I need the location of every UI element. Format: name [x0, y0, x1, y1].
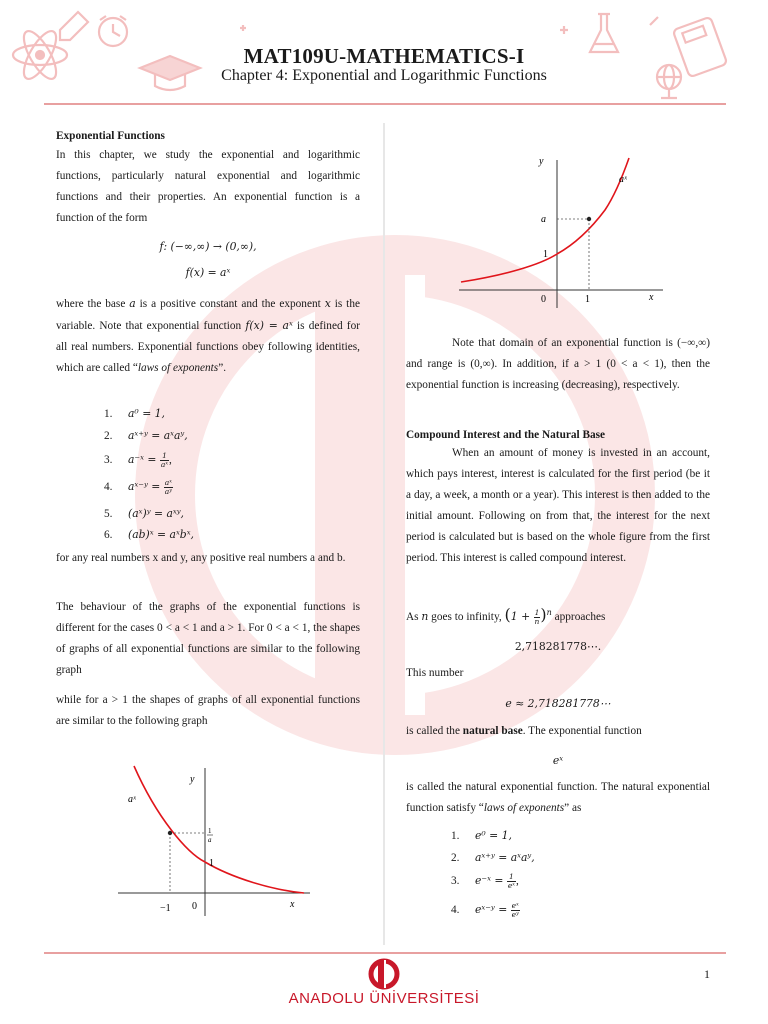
domain-range-paragraph: Note that domain of an exponential function is (−∞,∞) and range is (0,∞). In addition, if a > 1 (0 < a < 1), then the exponential function is increasing (decreasing), respectively.: [406, 337, 710, 391]
decay-graph: [112, 758, 312, 918]
tick-label-1: 1: [209, 858, 214, 869]
section-heading-compound: Compound Interest and the Natural Base: [406, 429, 606, 441]
curve-label: aˣ: [619, 174, 627, 185]
point-marker: [168, 831, 172, 835]
law-item: 4. aˣ⁻ʸ = $\frac{\text{aˣ}}{\text{aʸ}}$: [104, 478, 172, 496]
point-marker: [587, 217, 591, 221]
growth-graph: [455, 150, 670, 310]
limit-value: 2,718281778⋯.: [514, 640, 602, 653]
laws-note: for any real numbers x and y, any positive real numbers a and b.: [56, 552, 346, 564]
law-item: 4. eˣ⁻ʸ = $\frac{\text{eˣ}}{\text{eʸ}}$: [451, 901, 519, 919]
y-axis-label: y: [539, 156, 544, 167]
behaviour-paragraph: The behaviour of the graphs of the exponential functions is different for the cases 0 < a < 1 and a > 1. For 0 < a < 1, the shapes of graphs of all exponential functions are similar to the following graph: [56, 601, 360, 676]
natural-exp-paragraph: is called the natural exponential function. The natural exponential function satisfy “laws of exponents” as: [406, 781, 710, 814]
tick-label-minus-1: −1: [160, 903, 171, 914]
law-item: 2. aˣ⁺ʸ = aˣaʸ,: [451, 851, 535, 864]
university-logo: [365, 958, 403, 990]
x-axis-label: x: [649, 292, 654, 303]
compound-paragraph: When an amount of money is invested in an account, which pays interest, interest is calculated for the first period (be it a day, a week, a month or a year). This interest is then added to the initial amount. Following on from that, the interest for the next period is calculated but is based on the whole figure from the first period. This interest is called compound interest.: [406, 447, 710, 564]
law-item: 5. (aˣ)ʸ = aˣʸ,: [104, 507, 184, 520]
base-paragraph: where the base a is a positive constant and the exponent x is the variable. Note that exponential function f(x) = aˣ is defined for all real numbers. Exponential functions obey following identities, which are called “laws of exponents”.: [56, 297, 360, 374]
university-name: ANADOLU ÜNİVERSİTESİ: [288, 990, 480, 1007]
law-item: 1. a⁰ = 1,: [104, 407, 165, 420]
formula-fx: f(x) = aˣ: [185, 266, 231, 279]
chapter-title: Chapter 4: Exponential and Logarithmic Functions: [221, 67, 547, 84]
course-title: MAT109U-MATHEMATICS-I: [243, 44, 525, 68]
law-item: 3. a⁻ˣ = $\frac{1}{\text{aˣ}}$ ,: [104, 451, 172, 469]
column-divider: [383, 123, 385, 945]
footer-divider: [44, 952, 726, 954]
e-approx: e ≈ 2,718281778⋯: [505, 697, 611, 710]
law-item: 2. aˣ⁺ʸ = aˣaʸ,: [104, 429, 188, 442]
alarm-clock-icon: [99, 16, 127, 46]
header-divider: [44, 103, 726, 105]
this-number-text: This number: [406, 667, 464, 679]
ex-expression: eˣ: [552, 754, 564, 767]
curve-label: aˣ: [128, 794, 136, 805]
origin-label: 0: [541, 294, 546, 305]
law-item: 3. e⁻ˣ = $\frac{1}{\text{eˣ}}$ ,: [451, 872, 519, 890]
limit-sentence: As n goes to infinity, (1 + $\frac{1}{n}$ )$^n$ approaches: [406, 604, 606, 626]
law-item: 1. e⁰ = 1,: [451, 829, 512, 842]
tick-label-frac-num: 1: [208, 827, 212, 835]
natural-base-sentence: is called the natural base. The exponential function: [406, 725, 642, 737]
growth-paragraph: while for a > 1 the shapes of graphs of all exponential functions are similar to the following graph: [56, 694, 360, 727]
y-axis-label: y: [190, 774, 195, 785]
formula-map: f: (−∞,∞) → (0,∞),: [159, 240, 257, 253]
x-axis-label: x: [290, 899, 295, 910]
tick-label-x1: 1: [585, 294, 590, 305]
section-heading-exponential: Exponential Functions: [56, 130, 165, 142]
tick-label-a: a: [541, 214, 546, 225]
pencil-icon: [60, 12, 88, 40]
origin-label: 0: [192, 901, 197, 912]
intro-paragraph: In this chapter, we study the exponential and logarithmic functions, particularly natural exponential and logarithmic functions and their properties. An exponential function is a function of the form: [56, 149, 360, 224]
tick-label-frac-den: a: [208, 836, 212, 844]
tick-label-1: 1: [543, 249, 548, 260]
decay-curve: [134, 766, 304, 893]
page-number: 1: [704, 967, 710, 981]
law-item: 6. (ab)ˣ = aˣbˣ,: [104, 528, 194, 541]
